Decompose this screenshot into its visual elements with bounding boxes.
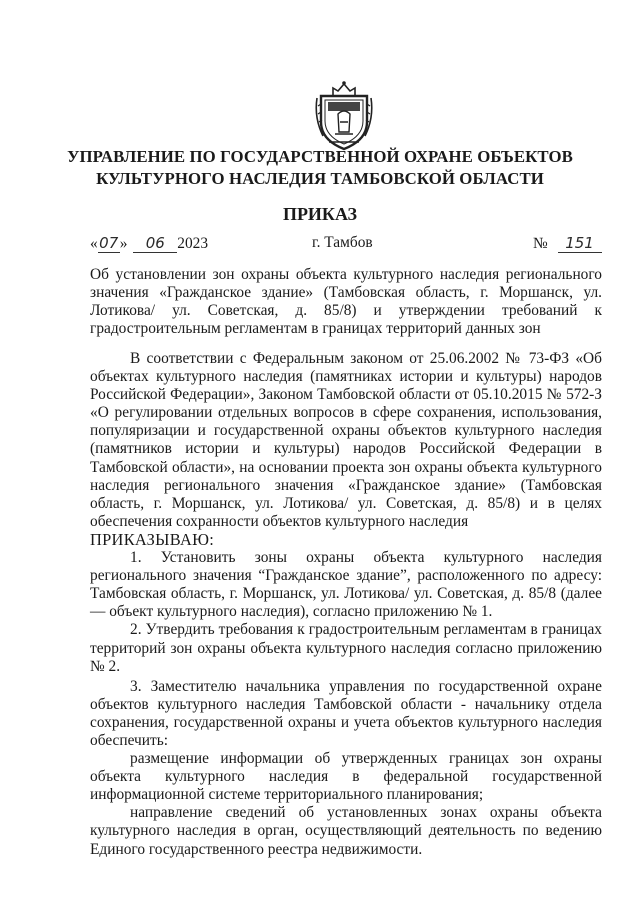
quote-close: »: [119, 235, 128, 252]
order-word: ПРИКАЗЫВАЮ:: [90, 529, 215, 549]
quote-open: «: [90, 235, 98, 252]
order-number: [533, 234, 602, 258]
order-item-1: 1. Установить зоны охраны объекта культурного наследия регионального значения “Гражданское здание”, расположенного по адресу: Тамбовская область, г. Моршанск, ул. Лотикова/ ул. Советская, д. 85/8 (далее — объект культурного наследия), согласно приложению № 1.: [90, 549, 602, 621]
document-body: [90, 350, 602, 859]
date-year: 2023: [177, 235, 209, 252]
order-date: [90, 234, 260, 258]
preamble-paragraph: В соответствии с Федеральным законом от 25.06.2002 № 73-ФЗ «Об объектах культурного наследия (памятниках истории и культуры) народов Российской Федерации», Законом Тамбовской области от 05.10.2015 № 572-З «О регулировании отдельных вопросов в сфере сохранения, использования, популяризации и государственной охраны объектов культурного наследия (памятников истории и культуры) народов Российской Федерации в Тамбовской области», на основании проекта зон охраны объекта культурного наследия регионального значения «Гражданское здание» (Тамбовская область, г. Моршанск, ул. Лотикова/ ул. Советская, д. 85/8) и в целях обеспечения сохранности объектов культурного наследия: [90, 350, 602, 530]
document-title: Об установлении зон охраны объекта культурного наследия регионального значения «Гражданское здание» (Тамбовская область, г. Моршанск, ул. Лотикова/ ул. Советская, д. 85/8) и утверждении требований к градостроительным регламентам в границах территорий данных зон: [90, 266, 602, 338]
number-sign: №: [533, 235, 548, 252]
order-item-3b: направление сведений об установленных зонах охраны объекта культурного наследия в орган, осуществляющий деятельность по ведению Единого государственного реестра недвижимости.: [90, 804, 602, 858]
org-line-1: УПРАВЛЕНИЕ ПО ГОСУДАРСТВЕННОЙ ОХРАНЕ ОБЪЕКТОВ: [67, 147, 573, 166]
order-city: г. Тамбов: [312, 234, 373, 251]
document-type: ПРИКАЗ: [282, 204, 358, 224]
order-item-3a: размещение информации об утвержденных границах зон охраны объекта культурного наследия в федеральной государственной информационной системе территориального планирования;: [90, 750, 602, 804]
order-item-3: 3. Заместителю начальника управления по государственной охране объектов культурного наследия Тамбовской области - начальнику отдела сохранения, государственной охраны и учета объектов культурного наследия обеспечить:: [90, 677, 602, 749]
number-value: 151: [558, 234, 602, 253]
org-line-2: КУЛЬТУРНОГО НАСЛЕДИЯ ТАМБОВСКОЙ ОБЛАСТИ: [96, 169, 544, 188]
date-day: 07: [99, 234, 119, 252]
order-item-2: 2. Утвердить требования к градостроительным регламентам в границах территорий зон охраны объекта культурного наследия согласно приложению № 2.: [90, 621, 602, 675]
date-month: 06: [133, 234, 177, 253]
organization-name: [0, 146, 640, 190]
coat-of-arms-emblem: [313, 78, 375, 152]
